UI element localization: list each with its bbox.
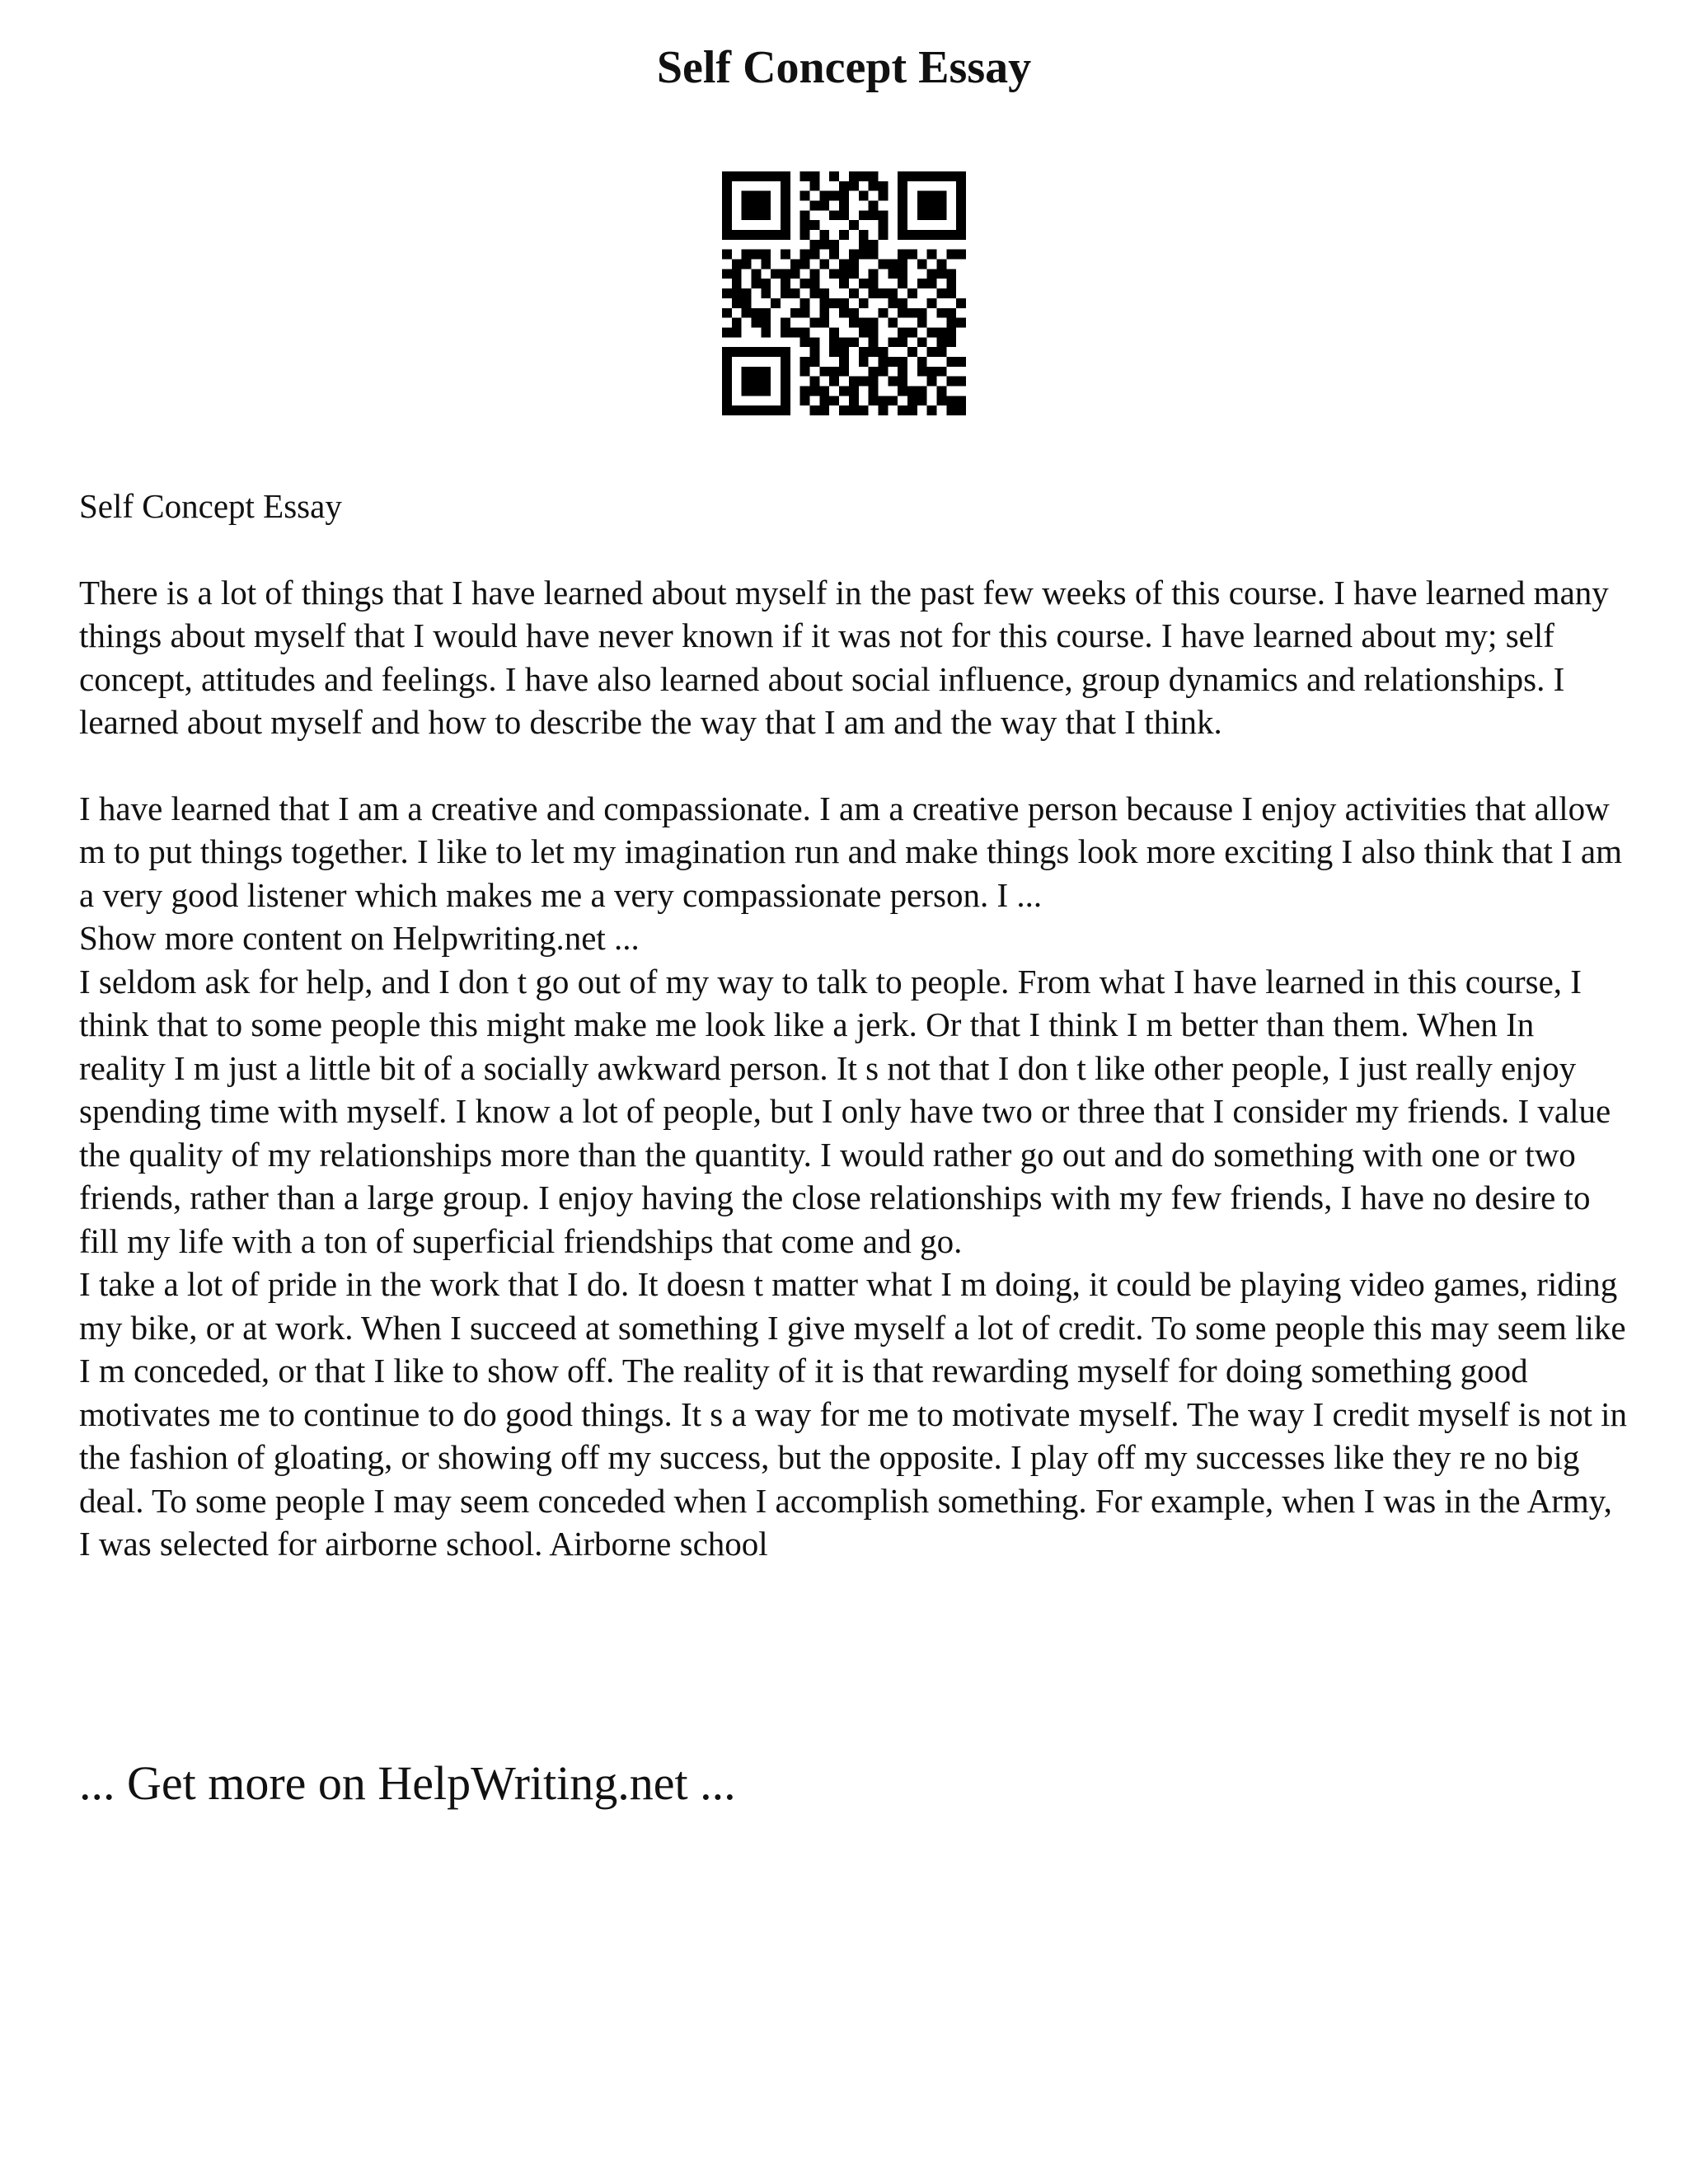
paragraph-pride: I take a lot of pride in the work that I do. It doesn t matter what I m doing, it could be playing video games, riding my bike, or at work. When I succeed at something I give myself a lot of credit. To some people this may seem like I m conceded, or that I like to show off. The reality of it is that rewarding myself for doing something good motivates me to continue to do good things. It s a way for me to motivate myself. The way I credit myself is not in the fashion of gloating, or showing off my success, but the opposite. I play off my successes like they re no big deal. To some people I may seem conceded when I accomplish something. For example, when I was in the Army, I was selected for airborne school. Airborne school xyxy=(79,1265,1628,1563)
show-more-link[interactable]: Show more content on Helpwriting.net ... xyxy=(79,919,640,957)
get-more-link[interactable]: ... Get more on HelpWriting.net ... xyxy=(79,1756,736,1810)
paragraph-social: I seldom ask for help, and I don t go out of my way to talk to people. From what I have learned in this course, I think that to some people this might make me look like a jerk. Or that I think I m better than them. When In reality I m just a little bit of a socially awkward person. It s not that I don t like other people, I just really enjoy spending time with myself. I know a lot of people, but I only have two or three that I consider my friends. I value the quality of my relationships more than the quantity. I would rather go out and do something with one or two friends, rather than a large group. I enjoy having the close relationships with my few friends, I have no desire to fill my life with a ton of superficial friendships that come and go. xyxy=(79,962,1611,1260)
document-body xyxy=(79,485,1629,1566)
page-title: Self Concept Essay xyxy=(656,42,1032,93)
paragraph-creative: I have learned that I am a creative and compassionate. I am a creative person because I enjoy activities that allow m to put things together. I like to let my imagination run and make things look more exciting I also think that I am a very good listener which makes me a very compassionate person. I ... xyxy=(79,789,1623,914)
paragraph-intro: There is a lot of things that I have learned about myself in the past few weeks of this course. I have learned many things about myself that I would have never known if it was not for this course. I have learned about my; self concept, attitudes and feelings. I have also learned about social influence, group dynamics and relationships. I learned about myself and how to describe the way that I am and the way that I think. xyxy=(79,573,1609,741)
document-heading: Self Concept Essay xyxy=(79,487,342,525)
qr-code-icon xyxy=(722,171,966,415)
